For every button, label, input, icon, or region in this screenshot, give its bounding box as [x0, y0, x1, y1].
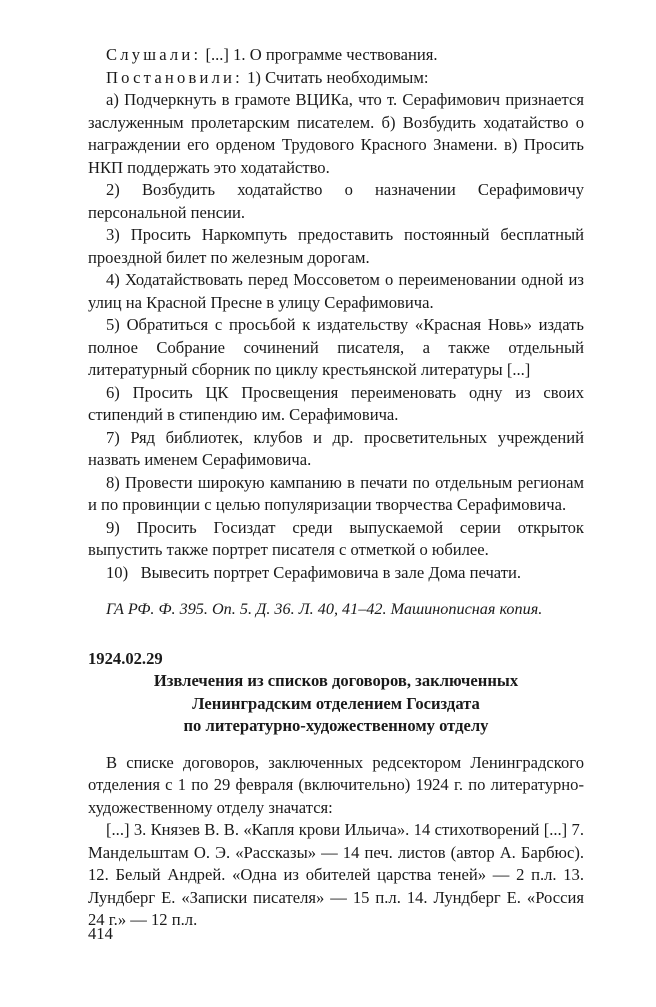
document-title: [88, 670, 584, 738]
resolution-item: 7) Ряд библиотек, клубов и др. просветительных учреждений назвать именем Серафимовича.: [88, 427, 584, 469]
page-body: [88, 44, 584, 932]
resolution-item: 2) Возбудить ходатайство о назначении Серафимовичу персональной пенсии.: [88, 180, 584, 222]
document-intro: В списке договоров, заключенных редсектором Ленинградского отделения с 1 по 29 февраля (включительно) 1924 г. по литературно-художественному отделу значатся:: [88, 752, 584, 817]
document-title-line: Извлечения из списков договоров, заключенных: [153, 671, 519, 690]
resolution-item: 10) Вывесить портрет Серафимовича в зале Дома печати.: [106, 562, 522, 582]
resolution-item: а) Подчеркнуть в грамоте ВЦИКа, что т. Серафимович признается заслуженным пролетарским писателем. б) Возбудить ходатайство о награждении его орденом Трудового Красного Знамени. в) Просить НКП поддержать это ходатайство.: [88, 90, 584, 177]
resolved-line: [88, 67, 584, 90]
resolved-label: Постановили:: [106, 67, 243, 87]
heard-text: [...] 1. О программе чествования.: [201, 45, 438, 64]
heard-label: Слушали:: [106, 45, 202, 64]
heard-line: [88, 44, 584, 67]
resolution-item: 6) Просить ЦК Просвещения переименовать одну из своих стипендий в стипендию им. Серафимовича.: [88, 382, 584, 424]
page-number: 414: [88, 924, 113, 943]
document-body: [...] 3. Князев В. В. «Капля крови Ильича». 14 стихотворений [...] 7. Мандельштам О. Э. «Рассказы» — 14 печ. листов (автор А. Барбюс). 12. Белый Андрей. «Одна из обителей царства теней» — 2 п.л. 13. Лундберг Е. «Записки писателя» — 15 п.л. 14. Лундберг Е. «Россия 24 г.» — 12 п.л.: [88, 820, 584, 929]
resolved-text: 1) Считать необходимым:: [242, 67, 429, 87]
document-title-line: Ленинградским отделением Госиздата: [192, 693, 480, 713]
document-date: 1924.02.29: [88, 649, 163, 668]
document-title-line: по литературно-художественному отделу: [183, 716, 489, 735]
resolution-item: 3) Просить Наркомпуть предоставить постоянный бесплатный проездной билет по железным дорогам.: [88, 225, 584, 267]
resolution-item: 4) Ходатайствовать перед Моссоветом о переименовании одной из улиц на Красной Пресне в улицу Серафимовича.: [88, 270, 584, 312]
resolution-item: 8) Провести широкую кампанию в печати по отдельным регионам и по провинции с целью популяризации творчества Серафимовича.: [88, 472, 584, 514]
resolution-item: 9) Просить Госиздат среди выпускаемой серии открыток выпустить также портрет писателя с отметкой о юбилее.: [88, 517, 584, 559]
archive-reference: ГА РФ. Ф. 395. Оп. 5. Д. 36. Л. 40, 41–42. Машинописная копия.: [106, 600, 543, 618]
resolution-item: 5) Обратиться с просьбой к издательству «Красная Новь» издать полное Собрание сочинений писателя, а также отдельный литературный сборник по циклу крестьянской литературы [...]: [88, 315, 584, 379]
